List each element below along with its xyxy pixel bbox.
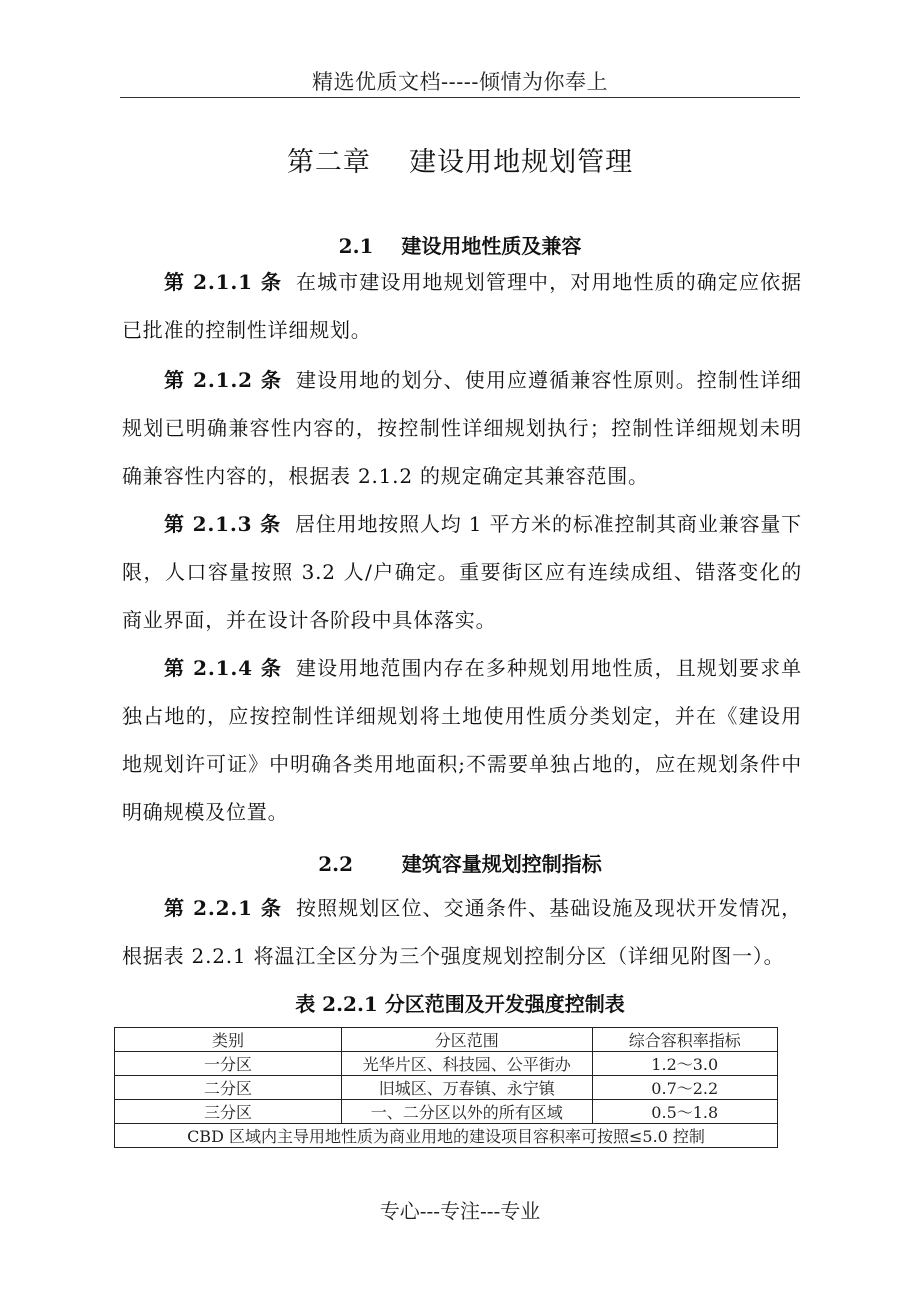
clause-2-1-2 <box>122 356 802 500</box>
cell-far-index: 0.7～2.2 <box>592 1076 778 1100</box>
cell-category: 二分区 <box>115 1076 342 1100</box>
clause-2-1-1 <box>122 258 802 354</box>
header-far-index: 综合容积率指标 <box>592 1028 778 1052</box>
clause-label: 第 2.2.1 条 <box>164 896 282 920</box>
table-row <box>115 1076 778 1100</box>
clause-label: 第 2.1.3 条 <box>164 512 281 536</box>
cell-zone-range: 一、二分区以外的所有区域 <box>341 1100 592 1124</box>
clause-label: 第 2.1.2 条 <box>164 368 282 392</box>
clause-label: 第 2.1.1 条 <box>164 270 282 294</box>
section-title-2-2: 2.2 建筑容量规划控制指标 <box>318 852 602 876</box>
cell-far-index: 1.2～3.0 <box>592 1052 778 1076</box>
table-caption: 表 2.2.1 分区范围及开发强度控制表 <box>295 992 625 1016</box>
zoning-table <box>114 1027 778 1148</box>
cell-category: 一分区 <box>115 1052 342 1076</box>
table-note-row <box>115 1124 778 1148</box>
clause-text: 居住用地按照人均 1 平方米的标准控制其商业兼容量下限，人口容量按照 3.2 人/户确定。重要街区应有连续成组、错落变化的商业界面，并在设计各阶段中具体落实。 <box>122 512 802 632</box>
table-header-row <box>115 1028 778 1052</box>
cell-far-index: 0.5～1.8 <box>592 1100 778 1124</box>
clause-2-1-3 <box>122 500 802 644</box>
cell-category: 三分区 <box>115 1100 342 1124</box>
clause-label: 第 2.1.4 条 <box>164 656 282 680</box>
clause-text: 在城市建设用地规划管理中，对用地性质的确定应依据已批准的控制性详细规划。 <box>122 270 802 342</box>
header-divider <box>120 97 800 98</box>
chapter-title: 第二章 建设用地规划管理 <box>286 147 634 178</box>
cell-zone-range: 旧城区、万春镇、永宁镇 <box>341 1076 592 1100</box>
section-title-2-1: 2.1 建设用地性质及兼容 <box>338 234 582 258</box>
clause-text: 按照规划区位、交通条件、基础设施及现状开发情况，根据表 2.2.1 将温江全区分为三个强度规划控制分区（详细见附图一）。 <box>122 896 802 968</box>
table-note: CBD 区域内主导用地性质为商业用地的建设项目容积率可按照≤5.0 控制 <box>115 1124 778 1148</box>
table-row <box>115 1052 778 1076</box>
clause-text: 建设用地范围内存在多种规划用地性质，且规划要求单独占地的，应按控制性详细规划将土地使用性质分类划定，并在《建设用地规划许可证》中明确各类用地面积;不需要单独占地的，应在规划条件中明确规模及位置。 <box>122 656 802 824</box>
cell-zone-range: 光华片区、科技园、公平街办 <box>341 1052 592 1076</box>
clause-text: 建设用地的划分、使用应遵循兼容性原则。控制性详细规划已明确兼容性内容的，按控制性详细规划执行；控制性详细规划未明确兼容性内容的，根据表 2.1.2 的规定确定其兼容范围。 <box>122 368 802 488</box>
header-zone-range: 分区范围 <box>341 1028 592 1052</box>
clause-2-2-1 <box>122 884 802 980</box>
table-row <box>115 1100 778 1124</box>
page-header: 精选优质文档-----倾情为你奉上 <box>312 70 608 94</box>
page-footer: 专心---专注---专业 <box>379 1199 541 1223</box>
header-category: 类别 <box>115 1028 342 1052</box>
clause-2-1-4 <box>122 644 802 836</box>
